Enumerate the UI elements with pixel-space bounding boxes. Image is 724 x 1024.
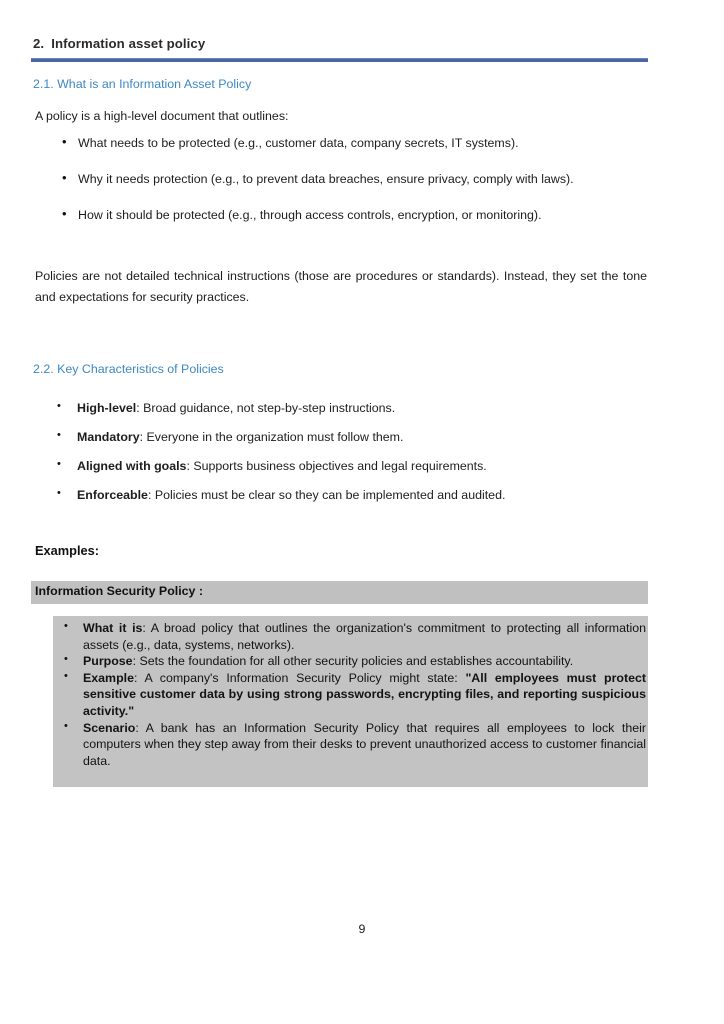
list-item-term: Example [83, 670, 134, 685]
example-detail-list [62, 620, 646, 769]
list-item-text: : Policies must be clear so they can be implemented and audited. [147, 488, 506, 502]
list-item-term: What it is [83, 621, 143, 635]
list-item [57, 398, 647, 418]
list-item-term: Enforceable [77, 488, 148, 502]
list-item-term: Aligned with goals [77, 459, 187, 473]
list-item-text: : A company's Information Security Policy might state: [133, 670, 466, 685]
list-item-quote: "All employees must protect sensitive customer data by using strong passwords, encrypting files, and reporting suspicious activity." [83, 670, 647, 718]
example-box-title: Information Security Policy : [35, 584, 203, 598]
chapter-title: Information asset policy [51, 36, 206, 51]
list-item [57, 456, 647, 476]
list-item-term: Purpose [83, 654, 133, 669]
list-item-what-it-is [62, 620, 646, 653]
example-title-band [31, 581, 648, 604]
list-item-text: : Broad guidance, not step-by-step instructions. [136, 401, 396, 415]
list-item [57, 485, 647, 505]
list-item-text: : Sets the foundation for all other security policies and establishes accountability. [132, 654, 574, 669]
list-item-text: : A broad policy that outlines the organization's commitment to protecting all information assets (e.g., data, systems, networks). [83, 621, 646, 652]
list-item-term: Mandatory [77, 430, 140, 444]
list-item-text: : A bank has an Information Security Policy that requires all employees to lock their computers when they step away from their desks to prevent unauthorized access to customer financial data. [83, 720, 646, 768]
closing-paragraph: Policies are not detailed technical instructions (those are procedures or standards). Instead, they set the tone and expectations for security practices. [35, 269, 647, 304]
list-item [57, 427, 647, 447]
page-title [33, 36, 205, 51]
key-characteristics-list [57, 398, 647, 505]
list-item-text: : Supports business objectives and legal requirements. [186, 459, 487, 473]
chapter-number: 2. [33, 36, 45, 51]
list-item-example [62, 670, 646, 720]
example-content-box [53, 616, 648, 787]
list-item: • How it should be protected (e.g., through access controls, encryption, or monitoring). [62, 205, 647, 225]
list-item-term: High-level [77, 401, 137, 415]
section-heading-2-2: 2.2. Key Characteristics of Policies [33, 362, 224, 376]
list-item: • Why it needs protection (e.g., to prevent data breaches, ensure privacy, comply with laws). [62, 169, 647, 189]
section-heading-2-1: 2.1. What is an Information Asset Policy [33, 77, 252, 91]
list-item: • What needs to be protected (e.g., customer data, company secrets, IT systems). [62, 133, 647, 153]
list-item-term: Scenario [83, 720, 136, 735]
list-item-text: : Everyone in the organization must follow them. [139, 430, 404, 444]
heading-divider [31, 58, 648, 62]
lead-paragraph: A policy is a high-level document that outlines: [35, 109, 289, 123]
examples-label: Examples: [35, 543, 100, 558]
list-item-purpose [62, 653, 646, 670]
list-item-scenario [62, 720, 646, 770]
policy-outline-list [62, 133, 647, 225]
page-number: 9 [358, 922, 366, 936]
